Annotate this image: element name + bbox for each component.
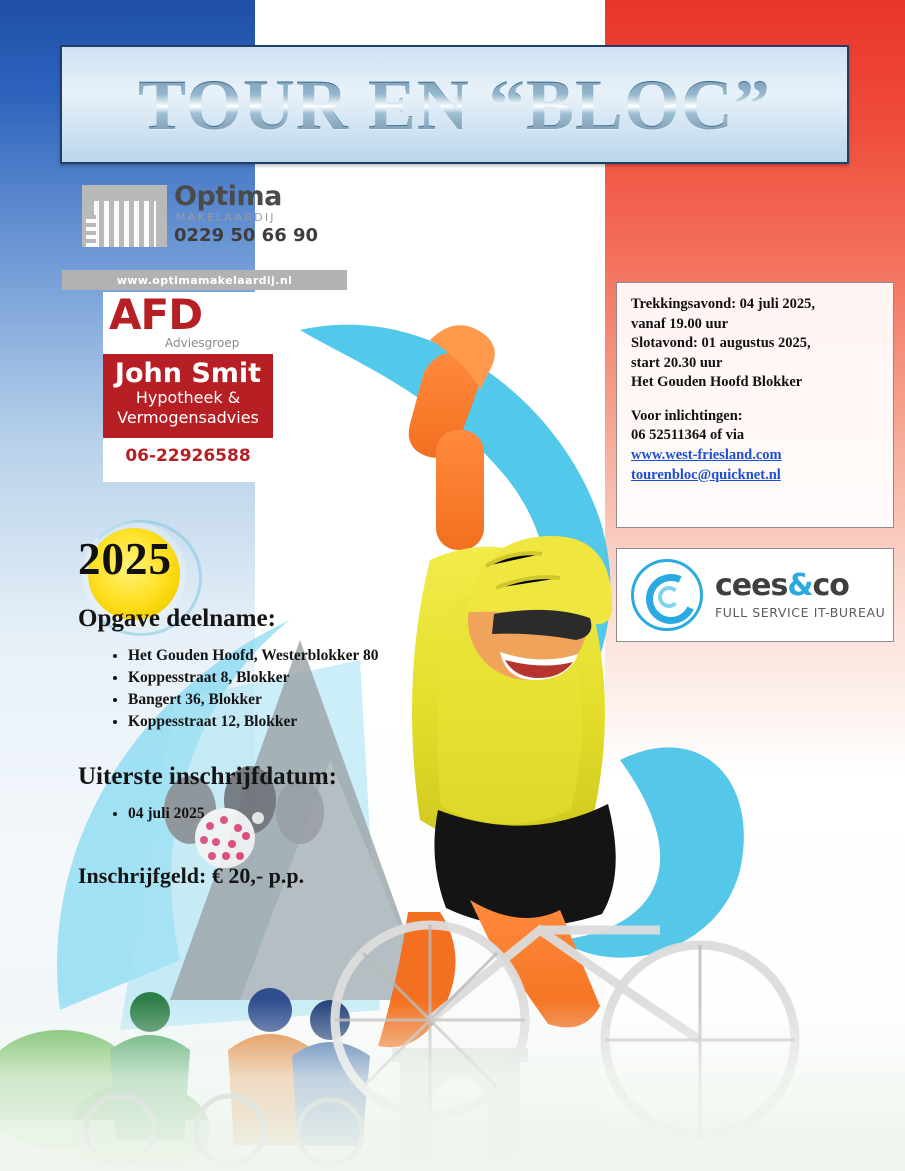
building-icon: [82, 185, 167, 247]
contact-phone: 06 52511364 of via: [631, 427, 745, 444]
sponsor-afd: [103, 292, 273, 482]
list-item: • Bangert 36, Blokker: [128, 689, 498, 711]
event-info-box: [616, 282, 894, 528]
signup-location-list: [106, 645, 498, 733]
optima-website[interactable]: www.optimamakelaardij.nl: [116, 273, 293, 287]
info-line-3: Slotavond: 01 augustus 2025,: [631, 335, 811, 352]
optima-subtitle: MAKELAARDIJ: [176, 211, 276, 224]
afd-service-line-2: Vermogensadvies: [117, 408, 259, 428]
main-content: [78, 605, 498, 889]
info-line-1: Trekkingsavond: 04 juli 2025,: [631, 296, 815, 312]
deadline-list: [106, 803, 498, 825]
list-item: • 04 juli 2025: [128, 803, 498, 825]
contact-heading: Voor inlichtingen:: [631, 407, 743, 424]
list-item: • Koppesstraat 8, Blokker: [128, 667, 498, 689]
afd-red-panel: [103, 354, 273, 438]
signup-heading: Opgave deelname:: [78, 605, 276, 632]
registration-fee: Inschrijfgeld: € 20,- p.p.: [78, 863, 305, 888]
sponsor-optima: [62, 181, 347, 287]
poster-title-banner: [60, 45, 849, 164]
sponsor-cees-and-co: [616, 548, 894, 642]
optima-url-bar: [62, 270, 347, 290]
page-title: TOUR EN “BLOC”: [138, 64, 771, 145]
afd-logo: AFD: [109, 290, 203, 339]
poster-year: 2025: [78, 534, 172, 584]
bottom-fade: [0, 1000, 905, 1171]
circle-c-icon: [631, 559, 703, 631]
info-line-4: start 20.30 uur: [631, 354, 723, 371]
afd-subtitle: Adviesgroep: [165, 336, 240, 350]
list-item: • Het Gouden Hoofd, Westerblokker 80: [128, 645, 498, 667]
optima-phone: 0229 50 66 90: [174, 225, 319, 246]
deadline-heading: Uiterste inschrijfdatum:: [78, 763, 337, 790]
afd-service-line-1: Hypotheek &: [135, 388, 241, 408]
optima-name: Optima: [174, 181, 282, 212]
email-link[interactable]: tourenbloc@quicknet.nl: [631, 466, 781, 483]
afd-person-name: John Smit: [114, 358, 262, 389]
list-item: • Koppesstraat 12, Blokker: [128, 711, 498, 733]
info-line-5: Het Gouden Hoofd Blokker: [631, 374, 803, 391]
cees-tagline: FULL SERVICE IT-BUREAU: [715, 604, 886, 620]
cees-name-part1: cees: [715, 567, 788, 603]
afd-phone: 06-22926588: [125, 446, 251, 467]
info-line-2: vanaf 19.00 uur: [631, 315, 729, 332]
cees-title: [715, 567, 885, 603]
cees-name-part2: co: [812, 567, 849, 603]
cees-ampersand: &: [787, 567, 813, 603]
website-link[interactable]: www.west-friesland.com: [631, 446, 782, 463]
